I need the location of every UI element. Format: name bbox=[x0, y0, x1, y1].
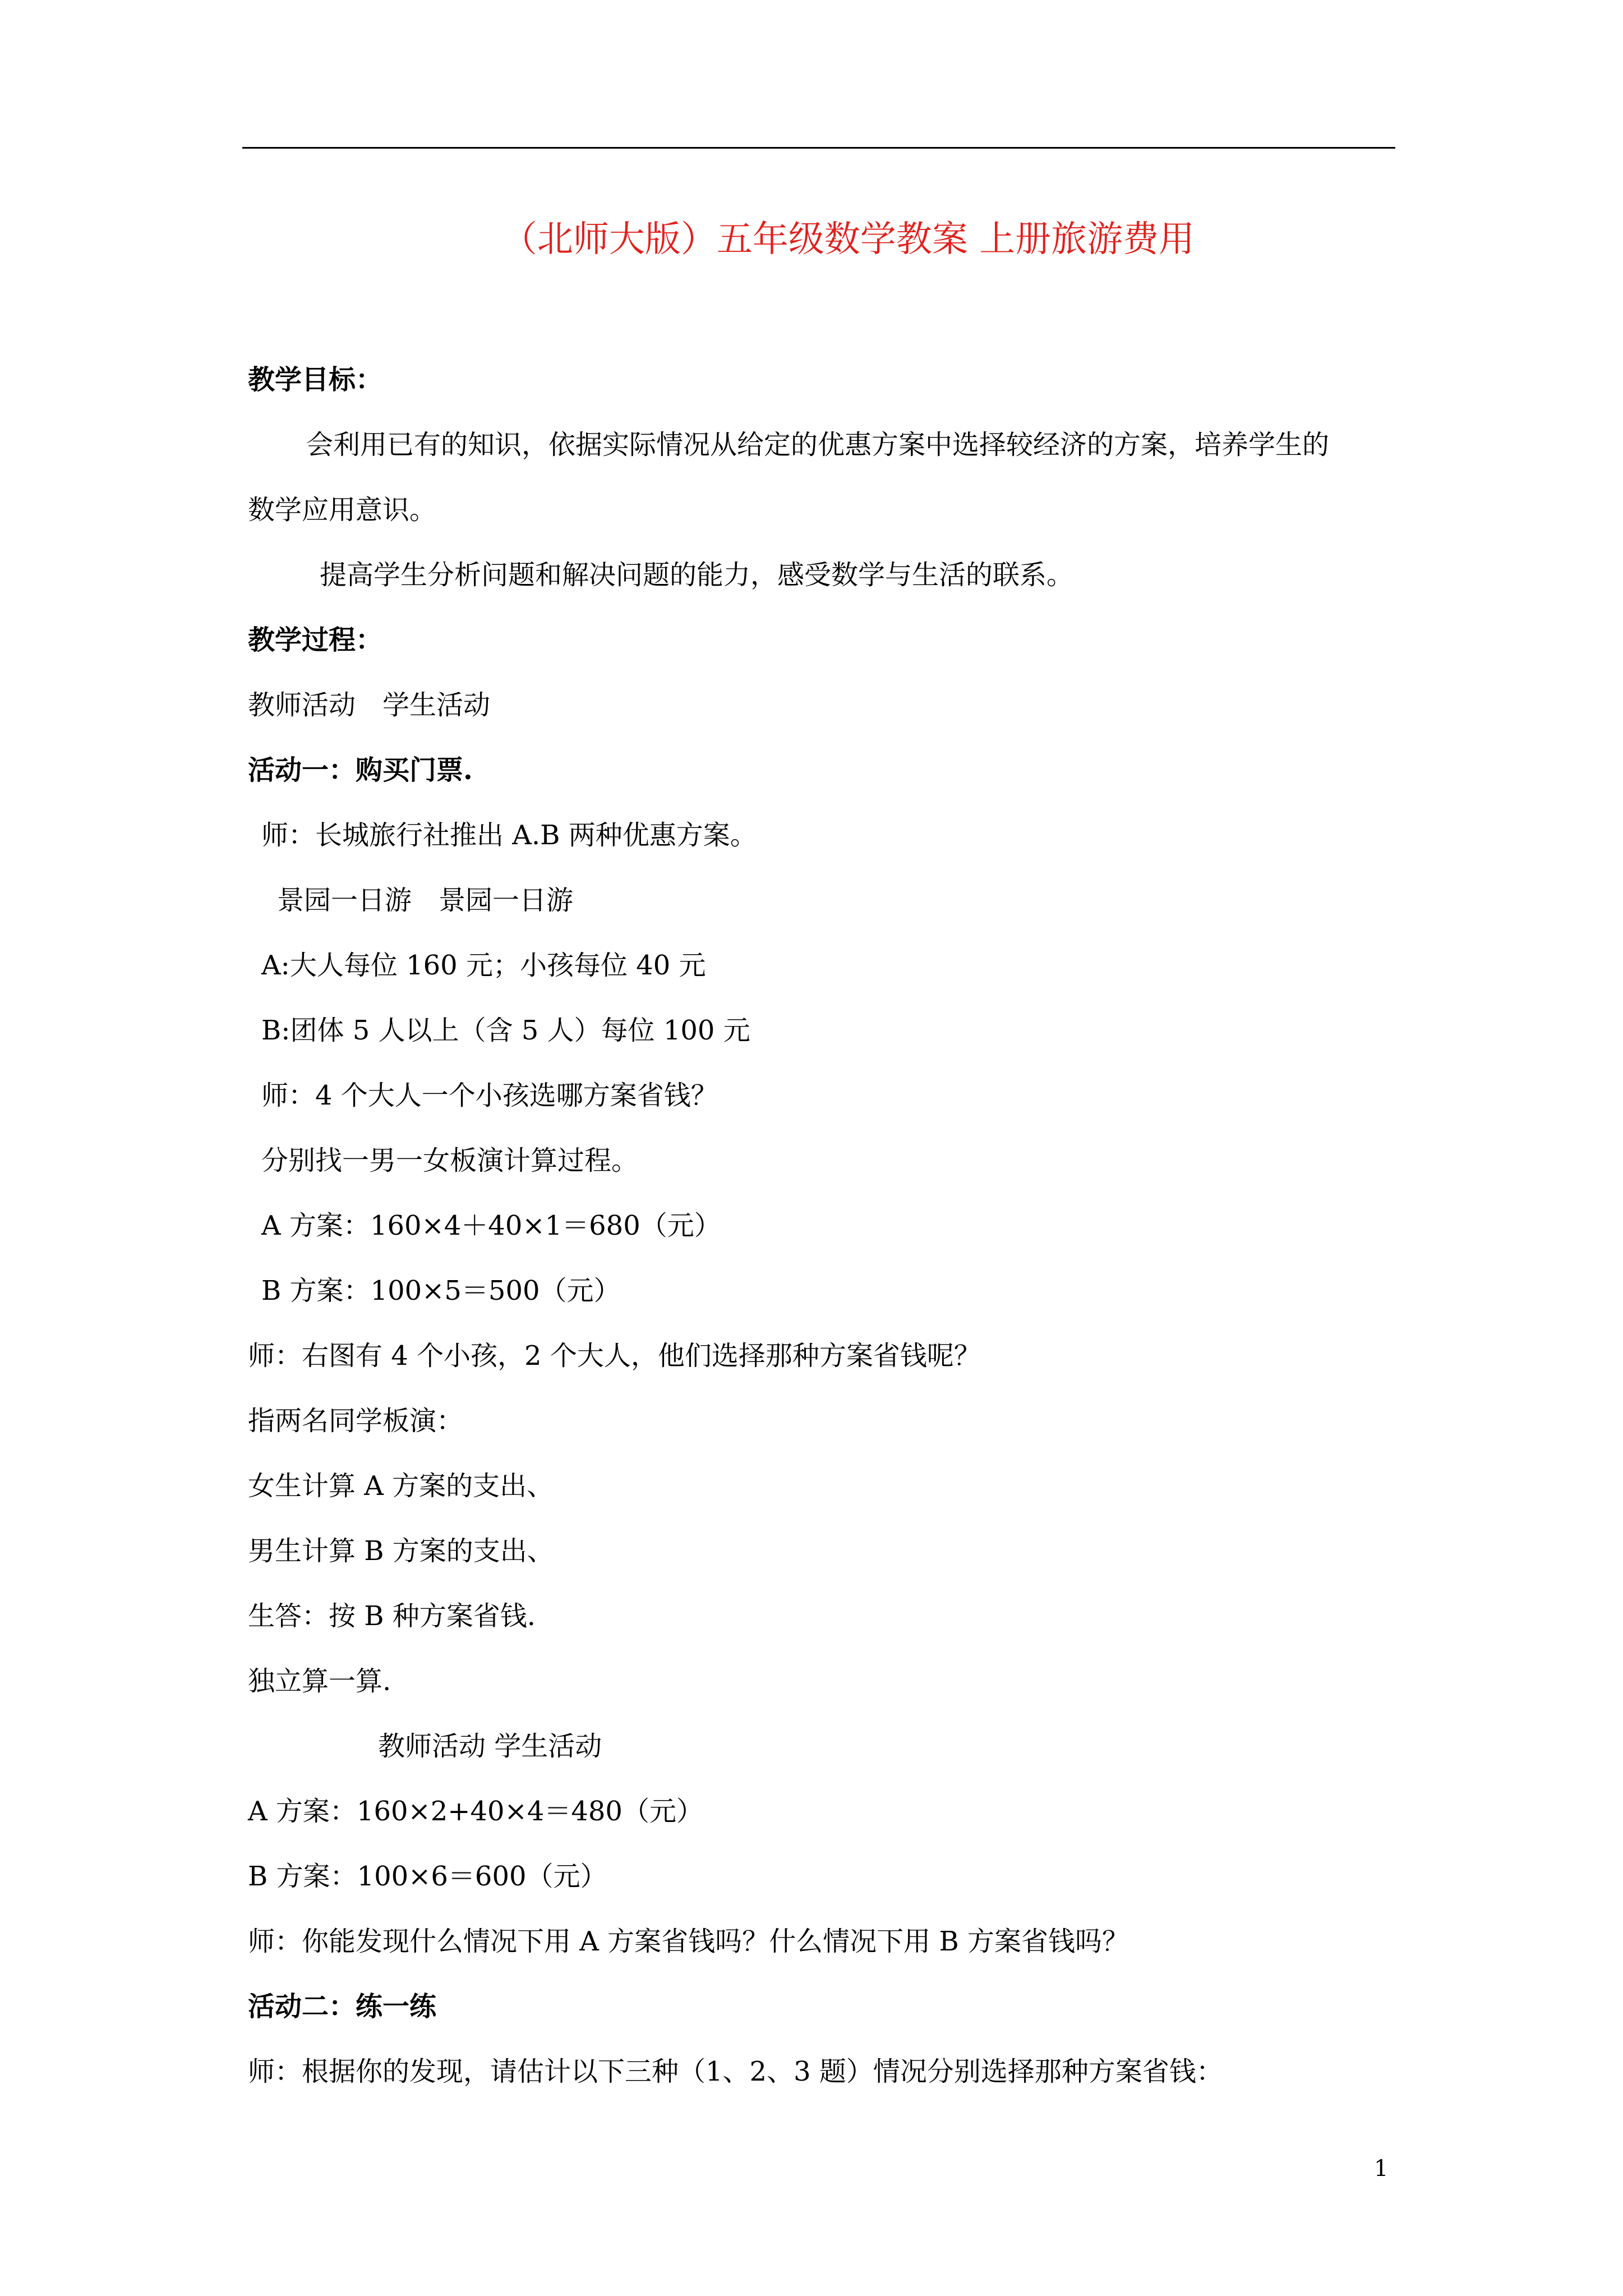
activity-heading-two: 活动二：练一练 bbox=[248, 1991, 437, 2022]
equation-line: A 方案：160×2+40×4＝480（元） bbox=[248, 1796, 703, 1827]
paragraph-line: 师：你能发现什么情况下用 A 方案省钱吗？什么情况下用 B 方案省钱吗？ bbox=[248, 1926, 1129, 1957]
paragraph-line: 分别找一男一女板演计算过程。 bbox=[261, 1145, 639, 1176]
paragraph-line: 师：右图有 4 个小孩，2 个大人，他们选择那种方案省钱呢？ bbox=[248, 1340, 981, 1372]
paragraph-line: 数学应用意识。 bbox=[248, 494, 437, 526]
header-rule bbox=[242, 147, 1395, 149]
paragraph-line: 男生计算 B 方案的支出、 bbox=[248, 1535, 554, 1567]
paragraph-line: 师：长城旅行社推出 A.B 两种优惠方案。 bbox=[261, 820, 757, 851]
paragraph-line: 女生计算 A 方案的支出、 bbox=[248, 1470, 554, 1502]
paragraph-line: B:团体 5 人以上（含 5 人）每位 100 元 bbox=[261, 1015, 750, 1046]
paragraph-line: 会利用已有的知识，依据实际情况从给定的优惠方案中选择较经济的方案，培养学生的 bbox=[306, 429, 1330, 461]
paragraph-line: 教师活动 学生活动 bbox=[378, 1731, 602, 1762]
paragraph-line: 生答：按 B 种方案省钱. bbox=[248, 1600, 536, 1632]
equation-line: B 方案：100×5＝500（元） bbox=[261, 1275, 621, 1306]
page-number: 1 bbox=[1374, 2156, 1389, 2182]
paragraph-line: 独立算一算. bbox=[248, 1665, 391, 1697]
section-heading-process: 教学过程： bbox=[248, 624, 383, 656]
document-title: （北师大版）五年级数学教案 上册旅游费用 bbox=[501, 219, 1195, 260]
paragraph-line: 师：4 个大人一个小孩选哪方案省钱？ bbox=[261, 1080, 718, 1111]
section-heading-objectives: 教学目标： bbox=[248, 364, 383, 395]
paragraph-line: 指两名同学板演： bbox=[248, 1405, 464, 1437]
paragraph-line: 师：根据你的发现，请估计以下三种（1、2、3 题）情况分别选择那种方案省钱： bbox=[248, 2056, 1223, 2087]
equation-line: B 方案：100×6＝600（元） bbox=[248, 1861, 607, 1892]
equation-line: A 方案：160×4＋40×1＝680（元） bbox=[261, 1210, 721, 1241]
paragraph-line: A:大人每位 160 元；小孩每位 40 元 bbox=[261, 950, 706, 981]
activity-heading-one: 活动一：购买门票. bbox=[248, 754, 473, 786]
paragraph-line: 教师活动 学生活动 bbox=[248, 689, 491, 721]
paragraph-line: 提高学生分析问题和解决问题的能力，感受数学与生活的联系。 bbox=[320, 559, 1074, 591]
paragraph-line: 景园一日游 景园一日游 bbox=[277, 885, 574, 916]
